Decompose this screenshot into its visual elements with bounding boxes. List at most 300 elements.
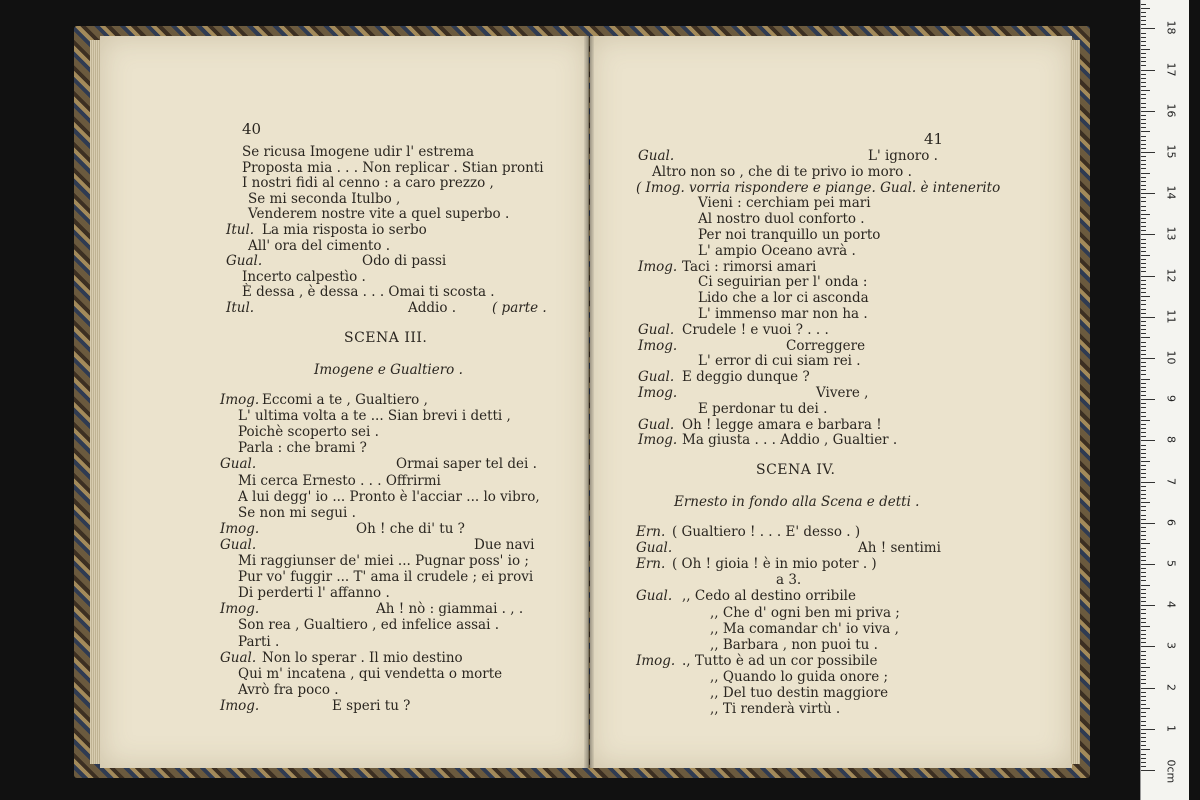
ruler-tick: [1141, 692, 1146, 693]
ruler-tick: [1141, 667, 1150, 668]
speaker-label: Gual.: [220, 649, 257, 666]
verse-line: Vieni : cerchiam pei mari: [698, 195, 871, 212]
verse-line: Ormai saper tel dei .: [396, 456, 537, 473]
ruler-tick: [1141, 12, 1146, 13]
ruler-tick: [1141, 535, 1146, 536]
ruler-tick: [1141, 630, 1146, 631]
ruler-tick: [1141, 346, 1146, 347]
verse-line: Parla : che brami ?: [238, 440, 367, 457]
ruler-tick: [1141, 387, 1146, 388]
ruler-tick: [1141, 354, 1146, 355]
ruler-tick: [1141, 688, 1155, 689]
speaker-label: Gual.: [226, 253, 263, 270]
ruler-tick: [1141, 613, 1146, 614]
verse-line: Oh ! che di' tu ?: [356, 520, 465, 537]
ruler-tick: [1141, 177, 1146, 178]
ruler-tick: [1141, 585, 1150, 586]
ruler-tick: [1141, 428, 1146, 429]
ruler-tick: [1141, 486, 1146, 487]
ruler-tick: [1141, 243, 1146, 244]
ruler-tick: [1141, 412, 1146, 413]
ruler-tick: [1141, 679, 1146, 680]
ruler-tick: [1141, 671, 1146, 672]
verse-line: ,, Ti renderà virtù .: [710, 701, 841, 718]
ruler-tick: [1141, 259, 1146, 260]
ruler-tick: [1141, 164, 1146, 165]
ruler-tick: [1141, 729, 1155, 730]
ruler-tick: [1141, 189, 1146, 190]
speaker-label: Imog.: [638, 385, 678, 401]
verse-line: Se mi seconda Itulbo ,: [248, 190, 401, 207]
speaker-label: Ern.: [636, 524, 666, 540]
verse-line: Al nostro duol conforto .: [698, 211, 865, 228]
ruler-tick: [1141, 45, 1146, 46]
verse-line: Lido che a lor ci asconda: [698, 290, 869, 307]
verse-line: Due navi: [474, 536, 535, 553]
ruler-label: 5: [1164, 560, 1178, 567]
verse-line: Ah ! nò : giammai . , .: [376, 601, 524, 618]
ruler-tick: [1141, 440, 1155, 441]
ruler-tick: [1141, 737, 1146, 738]
ruler-tick: [1141, 403, 1146, 404]
ruler-tick: [1141, 342, 1146, 343]
ruler-tick: [1141, 119, 1146, 120]
ruler-label: 1: [1164, 724, 1178, 732]
ruler-tick: [1141, 374, 1146, 375]
speaker-label: Imog.: [638, 432, 678, 449]
ruler-tick: [1141, 556, 1146, 557]
ruler-tick: [1141, 173, 1150, 174]
ruler-tick: [1141, 432, 1146, 433]
ruler-tick: [1141, 107, 1146, 108]
ruler-tick: [1141, 580, 1146, 581]
ruler-tick: [1141, 152, 1155, 153]
verse-line: I nostri fidi al cenno : a caro prezzo ,: [242, 175, 494, 192]
ruler-tick: [1141, 185, 1146, 186]
verse-line: Ma giusta . . . Addio , Gualtier .: [682, 432, 898, 449]
ruler-tick: [1141, 247, 1146, 248]
verse-line: È dessa , è dessa . . . Omai ti scosta .: [242, 284, 495, 301]
verse-line: Pur vo' fuggir ... T' ama il crudele ; ei provi: [238, 569, 534, 586]
ruler-label: 2: [1164, 683, 1178, 691]
ruler-tick: [1141, 218, 1146, 219]
ruler-tick: [1141, 271, 1146, 272]
ruler-tick: [1141, 716, 1146, 717]
ruler-tick: [1141, 267, 1146, 268]
ruler-tick: [1141, 300, 1146, 301]
ruler-tick: [1141, 465, 1146, 466]
verse-line: Avrò fra poco .: [238, 681, 339, 698]
ruler-tick: [1141, 317, 1155, 318]
ruler-tick: [1141, 659, 1146, 660]
verse-line: ,, Cedo al destino orribile: [682, 588, 856, 605]
ruler-tick: [1141, 144, 1146, 145]
ruler-tick: [1141, 523, 1155, 524]
ruler-tick: [1141, 168, 1146, 169]
verse-line: Per noi tranquillo un porto: [698, 227, 881, 243]
ruler-tick: [1141, 366, 1146, 367]
page-number: 41: [924, 130, 944, 148]
ruler-tick: [1141, 350, 1146, 351]
scene-subtitle: Ernesto in fondo alla Scena e detti .: [674, 494, 920, 510]
verse-line: Correggere: [786, 337, 866, 354]
book-gutter: [584, 36, 594, 768]
speaker-label: Imog.: [220, 520, 260, 537]
verse-line: E speri tu ?: [332, 697, 411, 714]
verse-line: Altro non so , che di te privo io moro .: [652, 163, 912, 180]
ruler-tick: [1141, 156, 1146, 157]
ruler-tick: [1141, 675, 1146, 676]
verse-line: ( Oh ! gioia ! è in mio poter . ): [672, 556, 877, 573]
speaker-label: Imog.: [638, 258, 678, 275]
ruler-tick: [1141, 263, 1146, 264]
ruler-tick: [1141, 226, 1146, 227]
ruler-tick: [1141, 234, 1155, 235]
ruler-tick: [1141, 123, 1146, 124]
ruler-tick: [1141, 280, 1146, 281]
ruler-tick: [1141, 370, 1146, 371]
ruler-tick: [1141, 733, 1146, 734]
ruler-tick: [1141, 210, 1146, 211]
ruler-tick: [1141, 94, 1146, 95]
ruler-tick: [1141, 230, 1146, 231]
speaker-label: Imog.: [220, 697, 260, 714]
ruler-tick: [1141, 313, 1146, 314]
ruler-tick: [1141, 506, 1146, 507]
ruler-tick: [1141, 531, 1146, 532]
ruler-tick: [1141, 519, 1146, 520]
verse-line: All' ora del cimento .: [248, 237, 391, 254]
verse-line: ,, Quando lo guida onore ;: [710, 668, 889, 685]
measuring-ruler: [1140, 0, 1189, 800]
ruler-tick: [1141, 292, 1146, 293]
ruler-label: 11: [1164, 309, 1178, 324]
ruler-tick: [1141, 358, 1155, 359]
verse-line: Vivere ,: [816, 385, 869, 401]
ruler-tick: [1141, 214, 1150, 215]
ruler-tick: [1141, 53, 1146, 54]
ruler-label: 14: [1164, 185, 1178, 200]
verse-line: E deggio dunque ?: [682, 369, 810, 386]
ruler-tick: [1141, 568, 1146, 569]
ruler-tick: [1141, 754, 1146, 755]
ruler-tick: [1141, 696, 1146, 697]
ruler-tick: [1141, 543, 1150, 544]
ruler-tick: [1141, 379, 1150, 380]
verse-line: Mi cerca Ernesto . . . Offrirmi: [238, 472, 441, 489]
verse-line: ,, Del tuo destin maggiore: [710, 685, 889, 701]
scene-subtitle: Imogene e Gualtiero .: [314, 362, 463, 378]
ruler-tick: [1141, 362, 1146, 363]
ruler-label: 15: [1164, 144, 1178, 159]
ruler-tick: [1141, 634, 1146, 635]
ruler-tick: [1141, 416, 1146, 417]
ruler-tick: [1141, 82, 1146, 83]
ruler-label: 8: [1164, 436, 1178, 444]
verse-line: Non lo sperar . Il mio destino: [262, 649, 463, 666]
ruler-tick: [1141, 115, 1146, 116]
ruler-tick: [1141, 37, 1146, 38]
ruler-tick: [1141, 712, 1146, 713]
ruler-label: 18: [1164, 20, 1178, 35]
ruler-tick: [1141, 16, 1146, 17]
ruler-tick: [1141, 576, 1146, 577]
ruler-tick: [1141, 395, 1146, 396]
ruler-tick: [1141, 663, 1146, 664]
ruler-tick: [1141, 74, 1146, 75]
verse-line: ( Gualtiero ! . . . E' desso . ): [672, 524, 861, 540]
verse-line: Poichè scoperto sei .: [238, 424, 379, 441]
ruler-tick: [1141, 337, 1150, 338]
ruler-tick: [1141, 197, 1146, 198]
verse-line: Parti .: [238, 633, 280, 650]
ruler-tick: [1141, 646, 1155, 647]
ruler-tick: [1141, 8, 1150, 9]
ruler-tick: [1141, 140, 1146, 141]
verse-line: Addio .: [408, 300, 457, 316]
ruler-tick: [1141, 749, 1150, 750]
ruler-tick: [1141, 420, 1150, 421]
ruler-tick: [1141, 721, 1146, 722]
ruler-tick: [1141, 111, 1155, 112]
ruler-tick: [1141, 206, 1146, 207]
ruler-tick: [1141, 589, 1146, 590]
verse-line: Oh ! legge amara e barbara !: [682, 416, 882, 433]
verse-line: Qui m' incatena , qui vendetta o morte: [238, 665, 503, 682]
ruler-tick: [1141, 304, 1146, 305]
verse-line: L' ultima volta a te ... Sian brevi i detti ,: [238, 408, 511, 425]
ruler-tick: [1141, 651, 1146, 652]
speaker-label: Gual.: [638, 321, 675, 338]
speaker-label: Imog.: [636, 652, 676, 669]
ruler-tick: [1141, 572, 1146, 573]
ruler-tick: [1141, 745, 1146, 746]
ruler-tick: [1141, 276, 1155, 277]
verse-line: Proposta mia . . . Non replicar . Stian pronti: [242, 159, 544, 176]
ruler-label: 7: [1164, 477, 1178, 485]
ruler-tick: [1141, 770, 1155, 771]
ruler-tick: [1141, 333, 1146, 334]
verse-line: Taci : rimorsi amari: [682, 258, 817, 275]
verse-line: Ah ! sentimi: [858, 540, 941, 557]
ruler-tick: [1141, 548, 1146, 549]
ruler-tick: [1141, 148, 1146, 149]
ruler-tick: [1141, 309, 1146, 310]
speaker-label: Gual.: [220, 536, 257, 553]
ruler-tick: [1141, 704, 1146, 705]
speaker-label: Itul.: [226, 300, 255, 316]
ruler-tick: [1141, 655, 1146, 656]
speaker-label: Gual.: [638, 369, 675, 386]
ruler-tick: [1141, 181, 1146, 182]
ruler-tick: [1141, 708, 1150, 709]
verse-line: L' ampio Oceano avrà .: [698, 242, 856, 259]
ruler-tick: [1141, 515, 1146, 516]
ruler-tick: [1141, 683, 1146, 684]
ruler-label: 16: [1164, 103, 1178, 118]
ruler-tick: [1141, 461, 1150, 462]
speaker-label: Itul.: [226, 222, 255, 238]
ruler-tick: [1141, 638, 1146, 639]
ruler-tick: [1141, 251, 1146, 252]
ruler-tick: [1141, 453, 1146, 454]
ruler-tick: [1141, 98, 1146, 99]
verse-line: L' immenso mar non ha .: [698, 306, 868, 322]
ruler-tick: [1141, 618, 1146, 619]
ruler-label: 12: [1164, 268, 1178, 283]
verse-line: L' error di cui siam rei .: [698, 353, 861, 370]
ruler-tick: [1141, 4, 1146, 5]
ruler-tick: [1141, 201, 1146, 202]
ruler-tick: [1141, 527, 1146, 528]
ruler-tick: [1141, 482, 1155, 483]
ruler-tick: [1141, 593, 1146, 594]
ruler-tick: [1141, 90, 1150, 91]
page-number: 40: [242, 120, 262, 138]
ruler-tick: [1141, 564, 1155, 565]
ruler-tick: [1141, 78, 1146, 79]
ruler-tick: [1141, 20, 1146, 21]
stage-direction: ( parte .: [492, 300, 547, 316]
ruler-tick: [1141, 325, 1146, 326]
ruler-tick: [1141, 436, 1146, 437]
speaker-label: Ern.: [636, 556, 666, 573]
ruler-tick: [1141, 626, 1150, 627]
verse-line: Mi raggiunser de' miei ... Pugnar poss' io ;: [238, 553, 529, 569]
ruler-tick: [1141, 28, 1155, 29]
verse-line: ,, Ma comandar ch' io viva ,: [710, 620, 899, 637]
ruler-label: 4: [1164, 601, 1178, 609]
ruler-tick: [1141, 329, 1146, 330]
ruler-tick: [1141, 609, 1146, 610]
ruler-tick: [1141, 284, 1146, 285]
verse-line: ,, Che d' ogni ben mi priva ;: [710, 604, 900, 621]
ruler-tick: [1141, 758, 1146, 759]
ruler-tick: [1141, 222, 1146, 223]
ruler-tick: [1141, 477, 1146, 478]
ruler-tick: [1141, 61, 1146, 62]
verse-line: Ci seguirian per l' onda :: [698, 274, 868, 291]
verse-line: L' ignoro .: [868, 148, 938, 164]
ruler-tick: [1141, 424, 1146, 425]
verse-line: ., Tutto è ad un cor possibile: [682, 652, 878, 669]
ruler-tick: [1141, 239, 1146, 240]
ruler-label: 17: [1164, 62, 1178, 77]
ruler-tick: [1141, 490, 1146, 491]
verse-line: Di perderti l' affanno .: [238, 585, 390, 602]
ruler-tick: [1141, 24, 1146, 25]
ruler-tick: [1141, 131, 1150, 132]
ruler-tick: [1141, 86, 1146, 87]
ruler-tick: [1141, 457, 1146, 458]
verse-line: Odo di passi: [362, 253, 447, 270]
verse-line: Se ricusa Imogene udir l' estrema: [242, 144, 475, 160]
ruler-tick: [1141, 57, 1146, 58]
ruler-tick: [1141, 103, 1146, 104]
ruler-tick: [1141, 160, 1146, 161]
speaker-label: Gual.: [636, 540, 673, 557]
stage-direction: ( Imog. vorria rispondere e piange. Gual. è intenerito: [636, 179, 1001, 196]
verse-line: Venderem nostre vite a quel superbo .: [248, 206, 510, 223]
ruler-tick: [1141, 552, 1146, 553]
ruler-tick: [1141, 597, 1146, 598]
ruler-tick: [1141, 622, 1146, 623]
ruler-tick: [1141, 766, 1146, 767]
ruler-tick: [1141, 65, 1146, 66]
ruler-tick: [1141, 498, 1146, 499]
verse-line: La mia risposta io serbo: [262, 222, 427, 238]
ruler-tick: [1141, 321, 1146, 322]
speaker-label: Imog.: [220, 392, 260, 408]
ruler-tick: [1141, 296, 1150, 297]
ruler-tick: [1141, 700, 1146, 701]
speaker-label: Imog.: [638, 337, 678, 354]
speaker-label: Gual.: [636, 588, 673, 605]
verse-line: ,, Barbara , non puoi tu .: [710, 636, 878, 653]
ruler-label: 6: [1164, 518, 1178, 526]
ruler-tick: [1141, 539, 1146, 540]
ruler-tick: [1141, 193, 1155, 194]
ruler-tick: [1141, 642, 1146, 643]
ruler-tick: [1141, 127, 1146, 128]
ruler-tick: [1141, 33, 1146, 34]
verse-line: E perdonar tu dei .: [698, 400, 828, 417]
verse-line: a 3.: [776, 572, 802, 589]
ruler-tick: [1141, 288, 1146, 289]
ruler-label: 9: [1164, 395, 1178, 403]
ruler-tick: [1141, 502, 1150, 503]
verse-line: Son rea , Gualtiero , ed infelice assai .: [238, 617, 500, 634]
ruler-tick: [1141, 399, 1155, 400]
ruler-tick: [1141, 762, 1146, 763]
speaker-label: Imog.: [220, 601, 260, 618]
ruler-tick: [1141, 70, 1155, 71]
verse-line: Se non mi segui .: [238, 504, 356, 521]
ruler-label: 10: [1164, 350, 1178, 365]
ruler-tick: [1141, 136, 1146, 137]
ruler-tick: [1141, 391, 1146, 392]
ruler-label: 3: [1164, 642, 1178, 650]
verse-line: A lui degg' io ... Pronto è l'acciar ... lo vibro,: [238, 488, 540, 505]
page-edges-right: [1070, 40, 1080, 764]
ruler-tick: [1141, 741, 1146, 742]
ruler-tick: [1141, 725, 1146, 726]
ruler-tick: [1141, 605, 1155, 606]
ruler-tick: [1141, 407, 1146, 408]
scene-title: SCENA III.: [344, 330, 428, 346]
verse-line: Eccomi a te , Gualtiero ,: [262, 392, 428, 408]
scene-title: SCENA IV.: [756, 462, 836, 478]
ruler-tick: [1141, 383, 1146, 384]
ruler-tick: [1141, 601, 1146, 602]
speaker-label: Gual.: [220, 456, 257, 473]
ruler-tick: [1141, 494, 1146, 495]
ruler-tick: [1141, 445, 1146, 446]
ruler-tick: [1141, 49, 1150, 50]
ruler-label: 0cm: [1164, 759, 1178, 784]
ruler-label: 13: [1164, 226, 1178, 241]
ruler-tick: [1141, 255, 1150, 256]
ruler-tick: [1141, 41, 1146, 42]
ruler-tick: [1141, 473, 1146, 474]
verse-line: Crudele ! e vuoi ? . . .: [682, 321, 829, 338]
verse-line: Incerto calpestìo .: [242, 268, 366, 285]
speaker-label: Gual.: [638, 148, 675, 164]
ruler-tick: [1141, 469, 1146, 470]
ruler-tick: [1141, 510, 1146, 511]
ruler-tick: [1141, 560, 1146, 561]
speaker-label: Gual.: [638, 416, 675, 433]
